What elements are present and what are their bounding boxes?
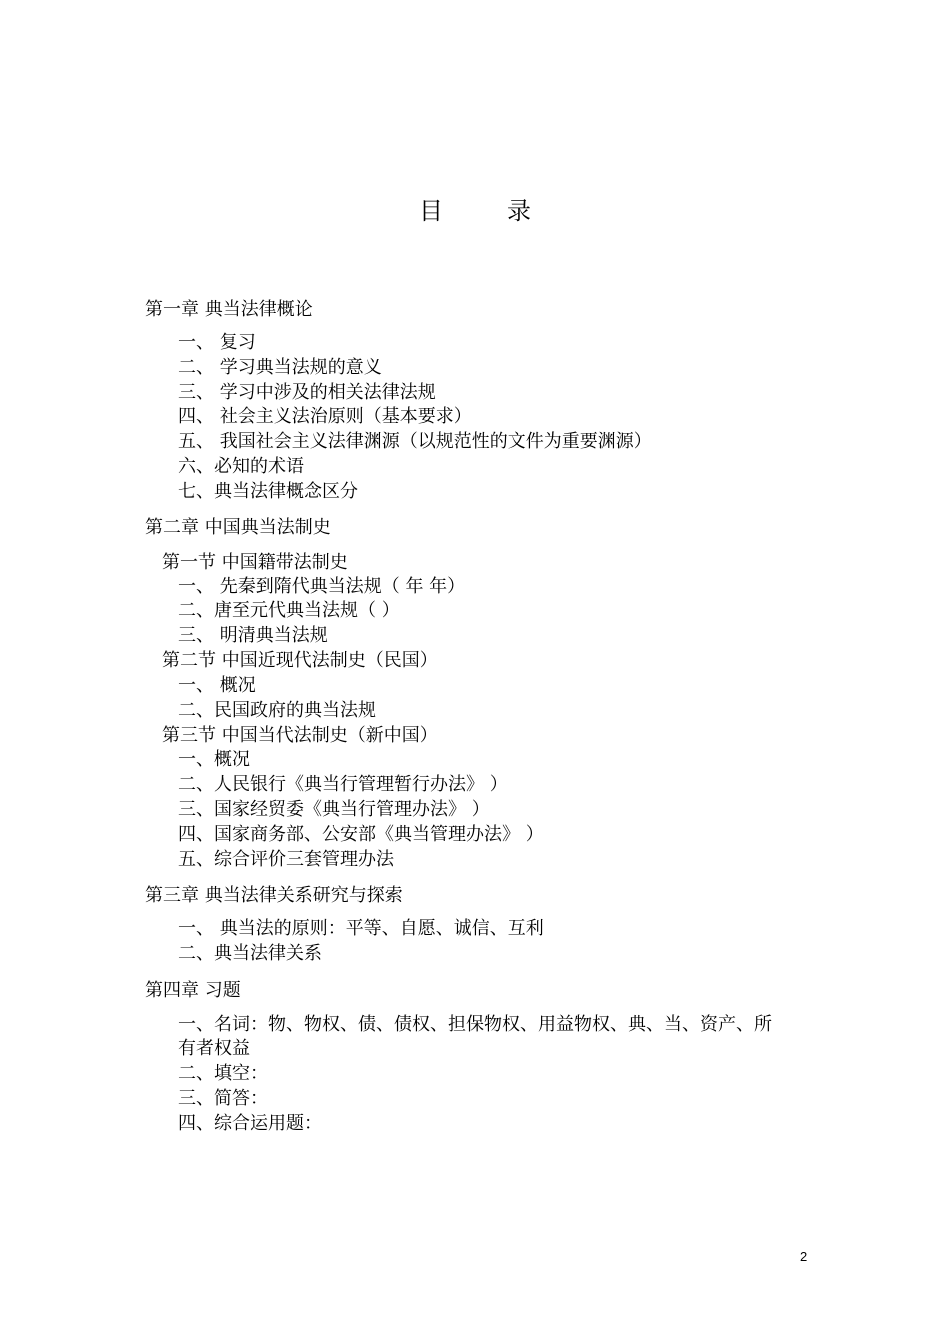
toc-item: 一、名词：物、物权、债、债权、担保物权、用益物权、典、当、资产、所 <box>178 1014 772 1035</box>
toc-item: 一、 典当法的原则：平等、自愿、诚信、互利 <box>178 918 544 939</box>
toc-item: 七、典当法律概念区分 <box>178 481 358 502</box>
toc-item: 三、 学习中涉及的相关法律法规 <box>178 382 436 403</box>
toc-item: 四、 社会主义法治原则（基本要求） <box>178 406 472 427</box>
chapter-1-heading: 第一章 典当法律概论 <box>145 299 313 320</box>
toc-item: 二、 学习典当法规的意义 <box>178 357 382 378</box>
page-number: 2 <box>800 1249 808 1264</box>
toc-item: 有者权益 <box>178 1038 250 1059</box>
chapter-3-heading: 第三章 典当法律关系研究与探索 <box>145 885 403 906</box>
toc-title: 目 录 <box>419 197 551 225</box>
toc-item: 三、 明清典当法规 <box>178 625 328 646</box>
section-heading: 第一节 中国籍带法制史 <box>162 552 348 573</box>
toc-item: 五、综合评价三套管理办法 <box>178 849 394 870</box>
toc-item: 二、填空： <box>178 1063 268 1084</box>
toc-item: 四、综合运用题： <box>178 1113 322 1134</box>
toc-item: 二、典当法律关系 <box>178 943 322 964</box>
toc-item: 二、人民银行《典当行管理暂行办法》 ） <box>178 774 508 795</box>
section-heading: 第三节 中国当代法制史（新中国） <box>162 725 438 746</box>
toc-item: 六、必知的术语 <box>178 456 304 477</box>
toc-item: 二、唐至元代典当法规（ ） <box>178 600 400 621</box>
toc-item: 二、民国政府的典当法规 <box>178 700 376 721</box>
toc-item: 一、概况 <box>178 749 250 770</box>
chapter-4-heading: 第四章 习题 <box>145 980 241 1001</box>
toc-item: 一、 概况 <box>178 675 256 696</box>
toc-item: 四、国家商务部、公安部《典当管理办法》 ） <box>178 824 544 845</box>
section-heading: 第二节 中国近现代法制史（民国） <box>162 650 438 671</box>
toc-item: 三、简答： <box>178 1088 268 1109</box>
toc-item: 三、国家经贸委《典当行管理办法》 ） <box>178 799 490 820</box>
chapter-2-heading: 第二章 中国典当法制史 <box>145 517 331 538</box>
toc-item: 五、 我国社会主义法律渊源（以规范性的文件为重要渊源） <box>178 431 652 452</box>
toc-item: 一、 先秦到隋代典当法规（ 年 年） <box>178 576 466 597</box>
toc-item: 一、 复习 <box>178 332 256 353</box>
